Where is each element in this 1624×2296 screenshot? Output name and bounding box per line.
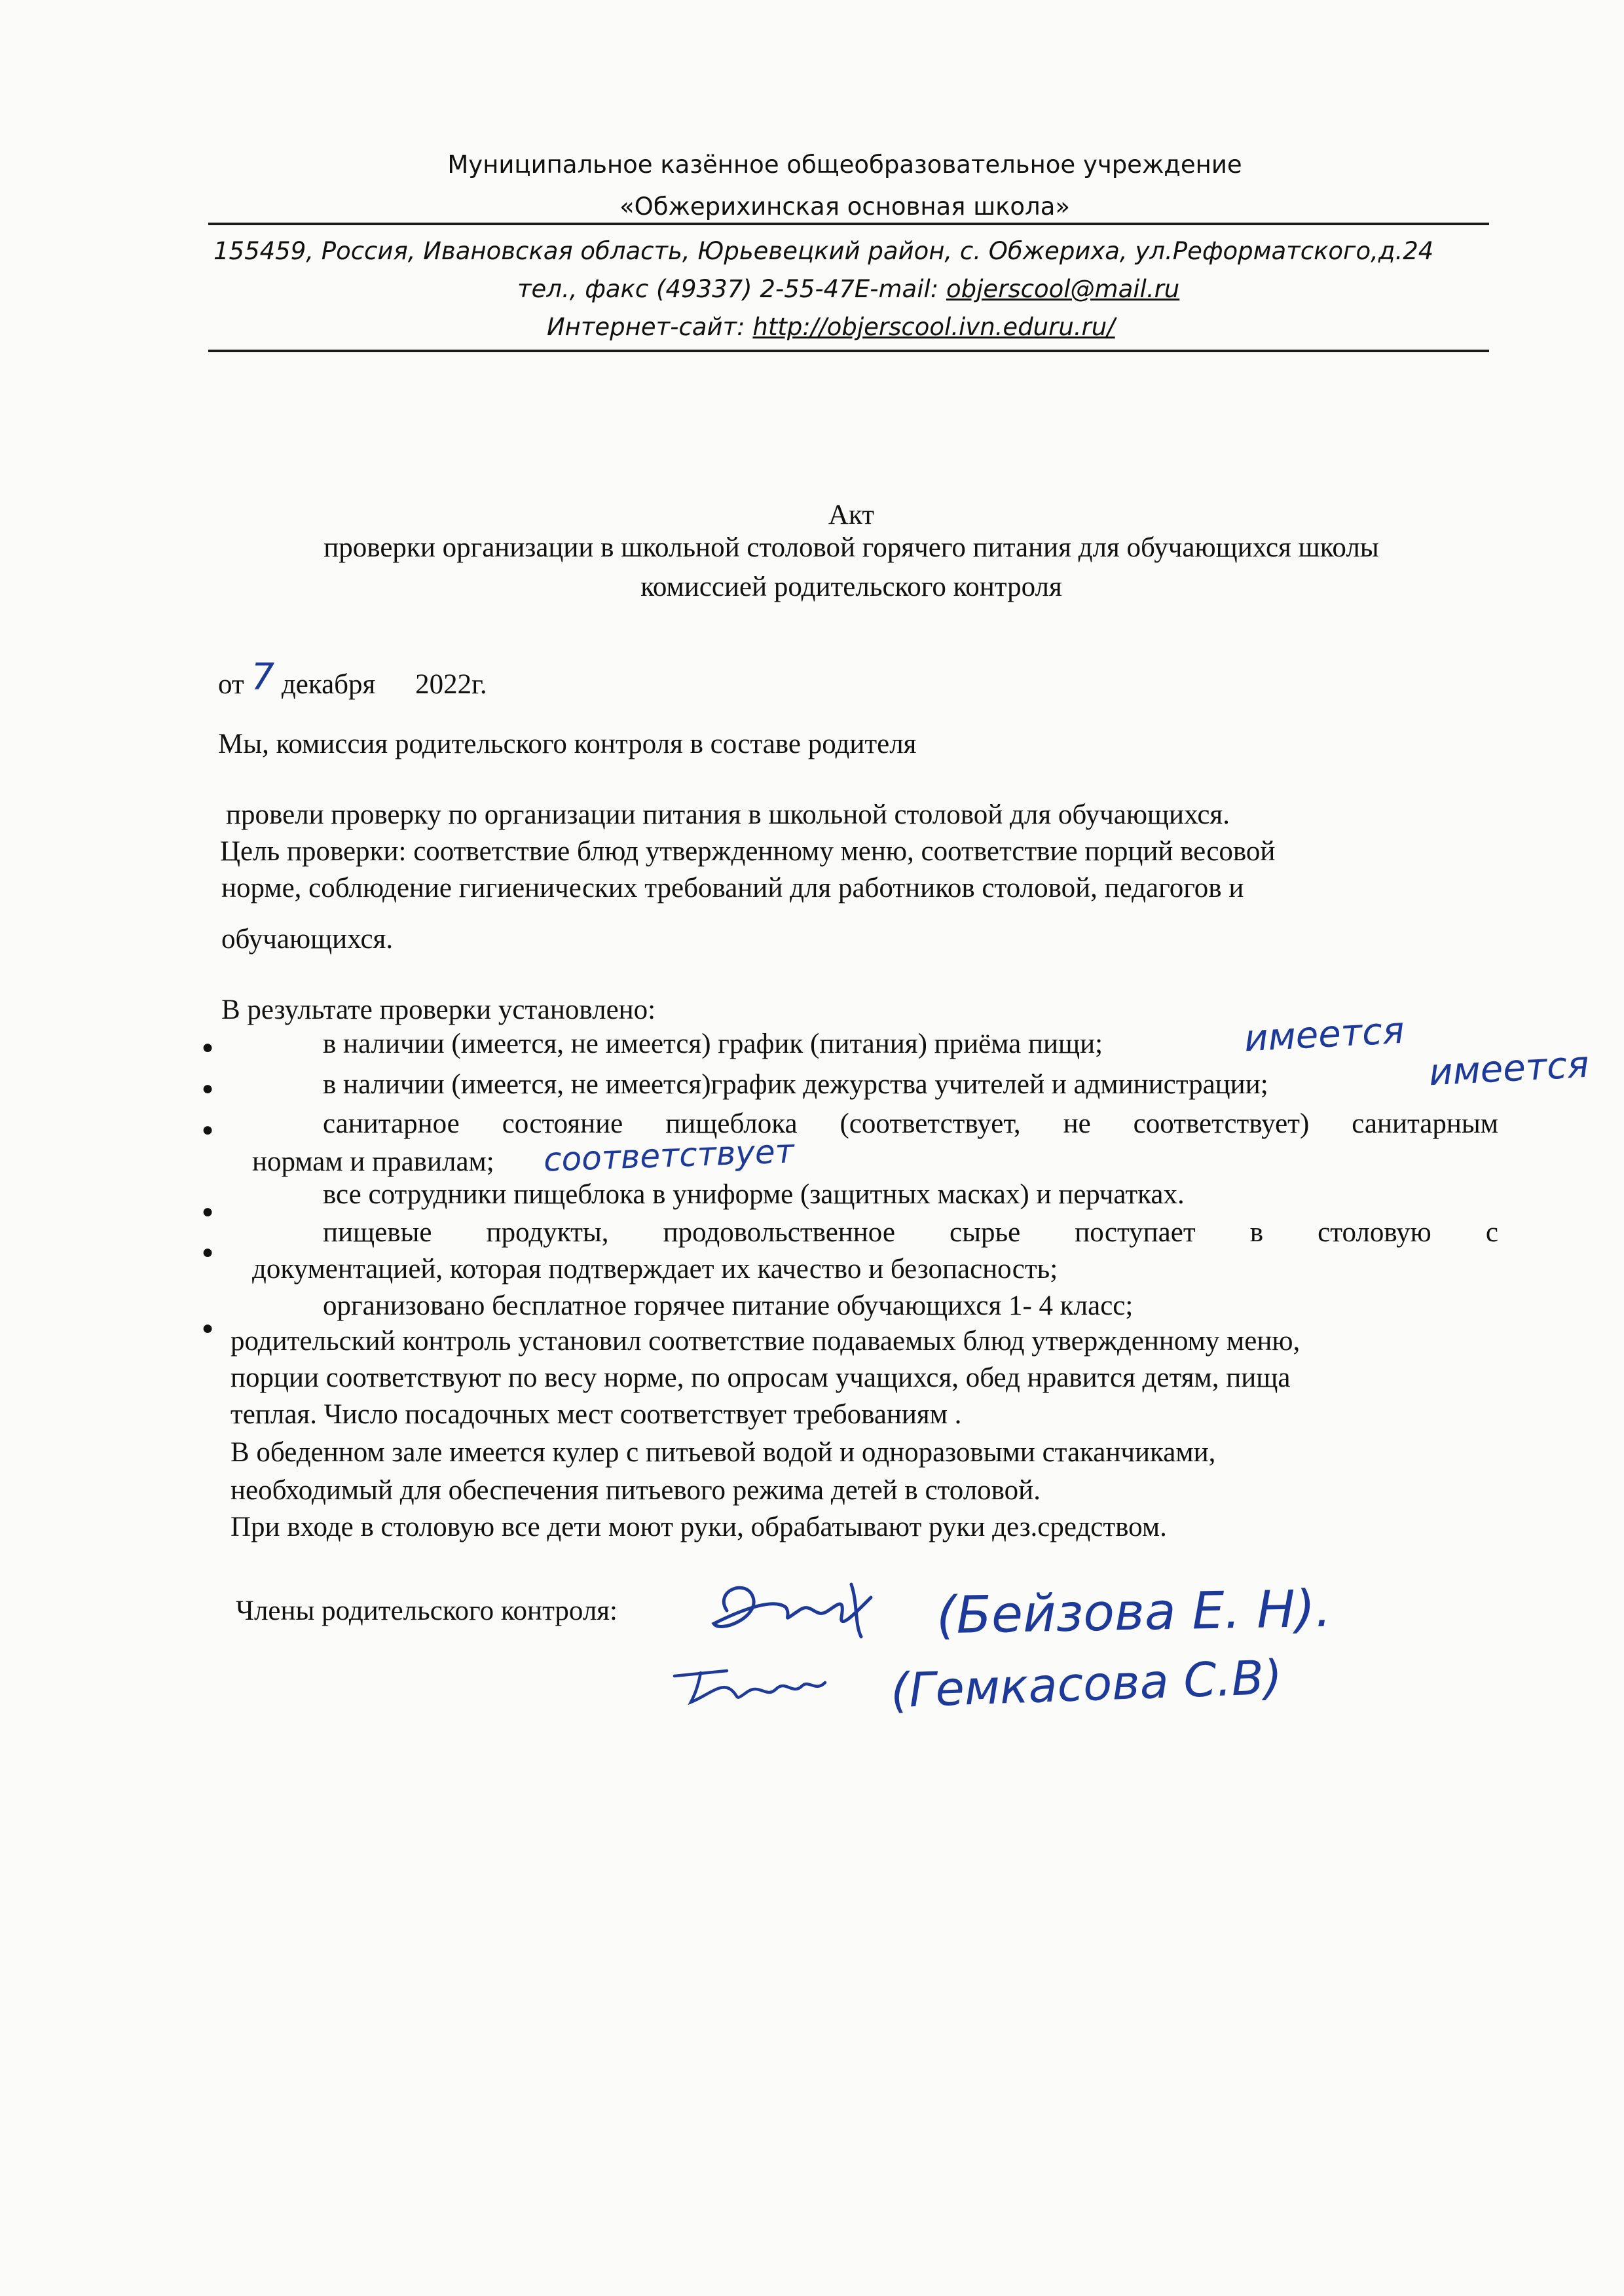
phone-text: тел., факс (49337) 2-55-47E-mail:	[517, 275, 946, 303]
website-link[interactable]: http://objerscool.ivn.eduru.ru/	[752, 313, 1115, 341]
bullet-dot: ●	[202, 1036, 214, 1058]
bullet-dot: ●	[202, 1241, 214, 1263]
conclusion-line2: порции соответствуют по весу норме, по опросам учащихся, обед нравится детям, пища	[231, 1362, 1291, 1393]
results-heading: В результате проверки установлено:	[221, 994, 656, 1025]
finding-meal-schedule: в наличии (имеется, не имеется) график (питания) приёма пищи;	[323, 1029, 1103, 1059]
finding-uniform: все сотрудники пищеблока в униформе (защитных масках) и перчатках.	[323, 1179, 1185, 1210]
inspection-goal-line3: обучающихся.	[221, 924, 394, 955]
inspection-goal-line2: норме, соблюдение гигиенических требований для работников столовой, педагогов и	[221, 873, 1244, 903]
signature-1-name: (Бейзова Е. Н).	[936, 1579, 1332, 1646]
conclusion-line1: родительский контроль установил соответствие подаваемых блюд утвержденному меню,	[231, 1326, 1301, 1357]
handwritten-meal-schedule: имеется	[1243, 1009, 1406, 1061]
inspection-goal-line1: Цель проверки: соответствие блюд утвержденному меню, соответствие порций весовой	[220, 836, 1276, 867]
conclusion-line4: В обеденном зале имеется кулер с питьевой водой и одноразовыми стаканчиками,	[231, 1437, 1216, 1468]
date-year: 2022г.	[415, 669, 487, 700]
inspection-text: провели проверку по организации питания в школьной столовой для обучающихся.	[226, 799, 1230, 830]
conclusion-line3: теплая. Число посадочных мест соответствует требованиям .	[231, 1399, 962, 1430]
signature-2-name: (Гемкасова С.В)	[889, 1649, 1283, 1719]
handwritten-duty-schedule: имеется	[1428, 1043, 1591, 1095]
finding-free-meals: организовано бесплатное горячее питание обучающихся 1- 4 класс;	[323, 1290, 1134, 1321]
org-address: 155459, Россия, Ивановская область, Юрьевецкий район, с. Обжериха, ул.Реформатского,д.24	[213, 237, 1434, 265]
bullet-dot: ●	[202, 1078, 214, 1099]
finding-products-line1: пищевые продукты, продовольственное сырье поступает в столовую с	[323, 1217, 1498, 1248]
date-line	[218, 656, 487, 702]
bullet-dot: ●	[202, 1317, 214, 1339]
date-prefix: от	[218, 669, 244, 700]
org-website	[547, 313, 1115, 341]
header-top-rule	[208, 223, 1489, 225]
bullet-dot: ●	[202, 1201, 214, 1222]
finding-sanitary-line1: санитарное состояние пищеблока (соответствует, не соответствует) санитарным	[323, 1108, 1498, 1139]
org-name-line1: Муниципальное казённое общеобразовательное учреждение	[447, 151, 1242, 179]
finding-products-line2: документацией, которая подтверждает их качество и безопасность;	[252, 1254, 1058, 1285]
finding-sanitary-line2: нормам и правилам;	[252, 1146, 494, 1177]
date-month: декабря	[281, 669, 376, 700]
org-name-line2: «Обжерихинская основная школа»	[619, 192, 1071, 221]
email-link[interactable]: objerscool@mail.ru	[946, 275, 1180, 303]
signatures-label: Члены родительского контроля:	[236, 1595, 618, 1626]
date-day-handwritten: 7	[251, 656, 275, 699]
website-label: Интернет-сайт:	[547, 313, 753, 341]
signature-2-scribble	[668, 1656, 838, 1715]
conclusion-line6: При входе в столовую все дети моют руки, обрабатывают руки дез.средством.	[231, 1512, 1167, 1542]
conclusion-line5: необходимый для обеспечения питьевого режима детей в столовой.	[231, 1475, 1041, 1506]
commission-intro: Мы, комиссия родительского контроля в составе родителя	[218, 729, 917, 759]
header-bottom-rule	[208, 350, 1489, 352]
handwritten-sanitary: соответствует	[543, 1132, 795, 1179]
doc-title: Акт	[828, 500, 875, 530]
doc-title-line2: проверки организации в школьной столовой горячего питания для обучающихся школы	[323, 532, 1379, 563]
finding-duty-schedule: в наличии (имеется, не имеется)график дежурства учителей и администрации;	[323, 1069, 1268, 1100]
bullet-dot: ●	[202, 1119, 214, 1140]
org-contacts	[517, 275, 1179, 303]
doc-title-line3: комиссией родительского контроля	[640, 572, 1062, 602]
signature-1-scribble	[701, 1571, 891, 1643]
